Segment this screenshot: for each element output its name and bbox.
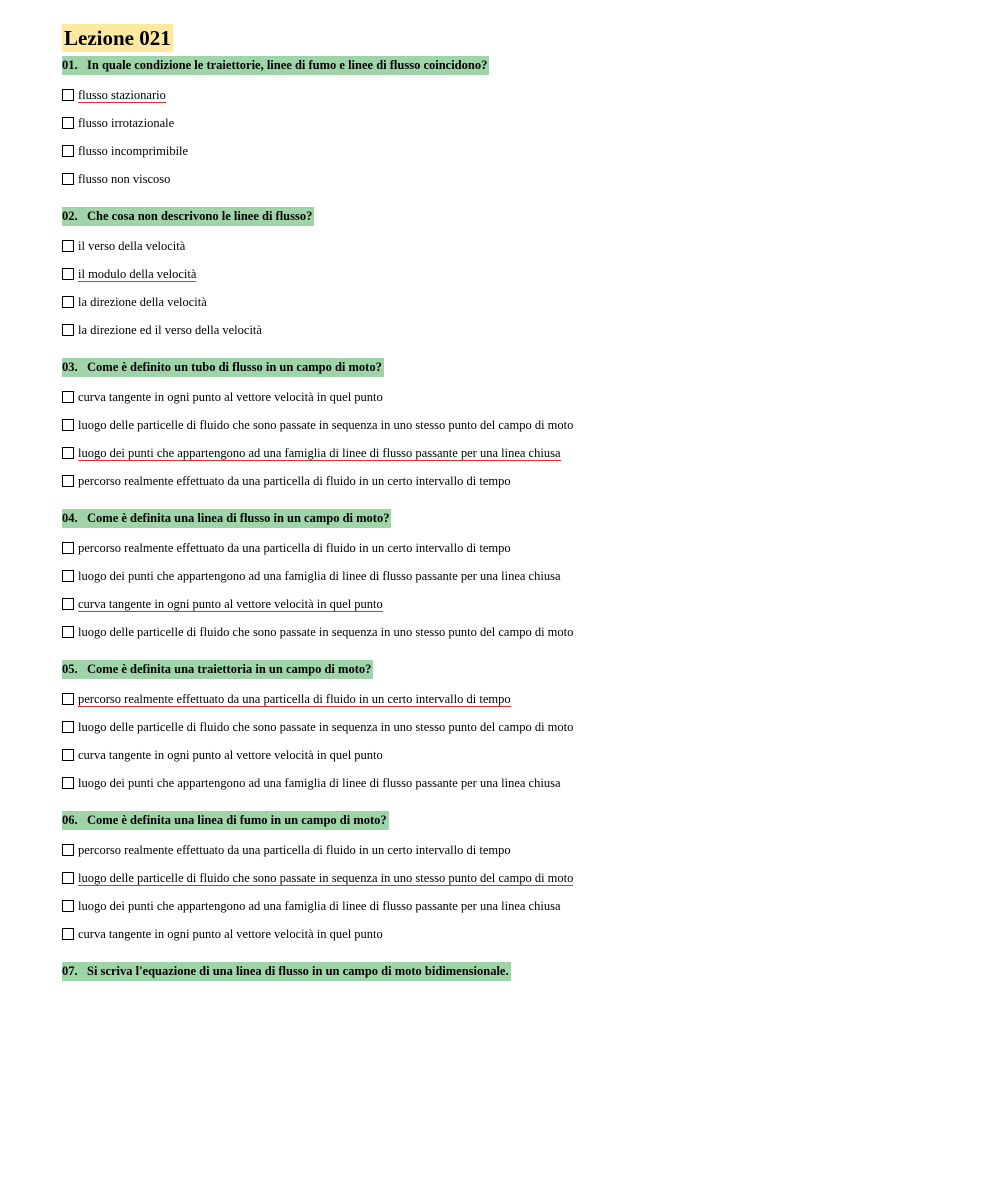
answer-text: flusso irrotazionale: [78, 116, 175, 130]
answer-checkbox[interactable]: [62, 844, 74, 856]
question-number: 03.: [62, 360, 78, 374]
question-heading: [62, 660, 373, 679]
question-heading: [62, 962, 511, 981]
answer-text-correct: percorso realmente effettuato da una particella di fluido in un certo intervallo di tempo: [78, 691, 511, 706]
answer-option[interactable]: [62, 439, 962, 467]
answer-text: la direzione ed il verso della velocità: [78, 323, 262, 337]
answer-option[interactable]: [62, 232, 962, 260]
answer-option[interactable]: [62, 383, 962, 411]
question-number: 04.: [62, 511, 78, 525]
answer-text-correct: il modulo della velocità: [78, 266, 197, 281]
answer-checkbox[interactable]: [62, 542, 74, 554]
answer-text-correct: flusso stazionario: [78, 87, 166, 102]
answer-checkbox[interactable]: [62, 240, 74, 252]
question-6: [62, 811, 962, 948]
answer-text: flusso non viscoso: [78, 172, 171, 186]
answer-checkbox[interactable]: [62, 598, 74, 610]
question-list: [62, 56, 962, 987]
answer-checkbox[interactable]: [62, 900, 74, 912]
answer-checkbox[interactable]: [62, 268, 74, 280]
answer-checkbox[interactable]: [62, 570, 74, 582]
answer-checkbox[interactable]: [62, 419, 74, 431]
answer-checkbox[interactable]: [62, 928, 74, 940]
answer-checkbox[interactable]: [62, 173, 74, 185]
answer-option[interactable]: [62, 562, 962, 590]
question-heading: [62, 56, 489, 75]
answer-checkbox[interactable]: [62, 296, 74, 308]
answer-checkbox[interactable]: [62, 626, 74, 638]
answer-option[interactable]: [62, 590, 962, 618]
question-text: Come è definita una linea di flusso in un campo di moto?: [87, 511, 390, 525]
answer-option[interactable]: [62, 892, 962, 920]
answer-checkbox[interactable]: [62, 117, 74, 129]
question-heading: [62, 358, 384, 377]
answer-option[interactable]: [62, 411, 962, 439]
answer-option[interactable]: [62, 109, 962, 137]
question-text: Come è definito un tubo di flusso in un campo di moto?: [87, 360, 382, 374]
answer-option[interactable]: [62, 685, 962, 713]
answer-option[interactable]: [62, 741, 962, 769]
answer-option[interactable]: [62, 713, 962, 741]
answer-text: luogo delle particelle di fluido che sono passate in sequenza in uno stesso punto del campo di moto: [78, 625, 574, 639]
answer-option[interactable]: [62, 769, 962, 797]
question-5: [62, 660, 962, 797]
answer-checkbox[interactable]: [62, 324, 74, 336]
answer-text: percorso realmente effettuato da una particella di fluido in un certo intervallo di tempo: [78, 843, 511, 857]
answer-text: percorso realmente effettuato da una particella di fluido in un certo intervallo di tempo: [78, 541, 511, 555]
answer-option[interactable]: [62, 864, 962, 892]
question-3: [62, 358, 962, 495]
question-number: 02.: [62, 209, 78, 223]
answer-checkbox[interactable]: [62, 749, 74, 761]
answer-text: curva tangente in ogni punto al vettore velocità in quel punto: [78, 748, 383, 762]
question-7: [62, 962, 962, 987]
answer-option[interactable]: [62, 81, 962, 109]
question-number: 05.: [62, 662, 78, 676]
answer-checkbox[interactable]: [62, 475, 74, 487]
question-text: Come è definita una linea di fumo in un campo di moto?: [87, 813, 387, 827]
answer-text: luogo dei punti che appartengono ad una famiglia di linee di flusso passante per una linea chiusa: [78, 776, 561, 790]
answer-text: percorso realmente effettuato da una particella di fluido in un certo intervallo di tempo: [78, 474, 511, 488]
answer-text-correct: luogo delle particelle di fluido che sono passate in sequenza in uno stesso punto del campo di moto: [78, 870, 574, 885]
question-number: 07.: [62, 964, 78, 978]
question-text: In quale condizione le traiettorie, linee di fumo e linee di flusso coincidono?: [87, 58, 488, 72]
answer-option[interactable]: [62, 137, 962, 165]
question-heading: [62, 509, 391, 528]
answer-checkbox[interactable]: [62, 693, 74, 705]
question-text: Come è definita una traiettoria in un campo di moto?: [87, 662, 372, 676]
question-number: 01.: [62, 58, 78, 72]
answer-text: luogo dei punti che appartengono ad una famiglia di linee di flusso passante per una linea chiusa: [78, 569, 561, 583]
question-heading: [62, 811, 389, 830]
answer-checkbox[interactable]: [62, 89, 74, 101]
question-text: Che cosa non descrivono le linee di flusso?: [87, 209, 313, 223]
question-4: [62, 509, 962, 646]
answer-option[interactable]: [62, 534, 962, 562]
question-heading: [62, 207, 314, 226]
answer-text: la direzione della velocità: [78, 295, 207, 309]
answer-text: curva tangente in ogni punto al vettore velocità in quel punto: [78, 390, 383, 404]
answer-text-correct: curva tangente in ogni punto al vettore velocità in quel punto: [78, 596, 383, 611]
answer-checkbox[interactable]: [62, 872, 74, 884]
question-number: 06.: [62, 813, 78, 827]
answer-text: il verso della velocità: [78, 239, 186, 253]
answer-text: curva tangente in ogni punto al vettore velocità in quel punto: [78, 927, 383, 941]
answer-option[interactable]: [62, 288, 962, 316]
answer-option[interactable]: [62, 836, 962, 864]
answer-option[interactable]: [62, 920, 962, 948]
answer-text: flusso incomprimibile: [78, 144, 189, 158]
answer-checkbox[interactable]: [62, 777, 74, 789]
answer-text: luogo delle particelle di fluido che sono passate in sequenza in uno stesso punto del campo di moto: [78, 418, 574, 432]
answer-option[interactable]: [62, 316, 962, 344]
answer-option[interactable]: [62, 165, 962, 193]
answer-text: luogo delle particelle di fluido che sono passate in sequenza in uno stesso punto del campo di moto: [78, 720, 574, 734]
answer-checkbox[interactable]: [62, 721, 74, 733]
answer-checkbox[interactable]: [62, 447, 74, 459]
answer-text: luogo dei punti che appartengono ad una famiglia di linee di flusso passante per una linea chiusa: [78, 899, 561, 913]
document-page: [62, 24, 962, 987]
answer-option[interactable]: [62, 467, 962, 495]
answer-option[interactable]: [62, 618, 962, 646]
lesson-title: Lezione 021: [64, 26, 171, 50]
answer-option[interactable]: [62, 260, 962, 288]
answer-text-correct: luogo dei punti che appartengono ad una famiglia di linee di flusso passante per una linea chiusa: [78, 445, 561, 460]
question-1: [62, 56, 962, 193]
question-2: [62, 207, 962, 344]
answer-checkbox[interactable]: [62, 391, 74, 403]
question-text: Si scriva l'equazione di una linea di flusso in un campo di moto bidimensionale.: [87, 964, 509, 978]
answer-checkbox[interactable]: [62, 145, 74, 157]
